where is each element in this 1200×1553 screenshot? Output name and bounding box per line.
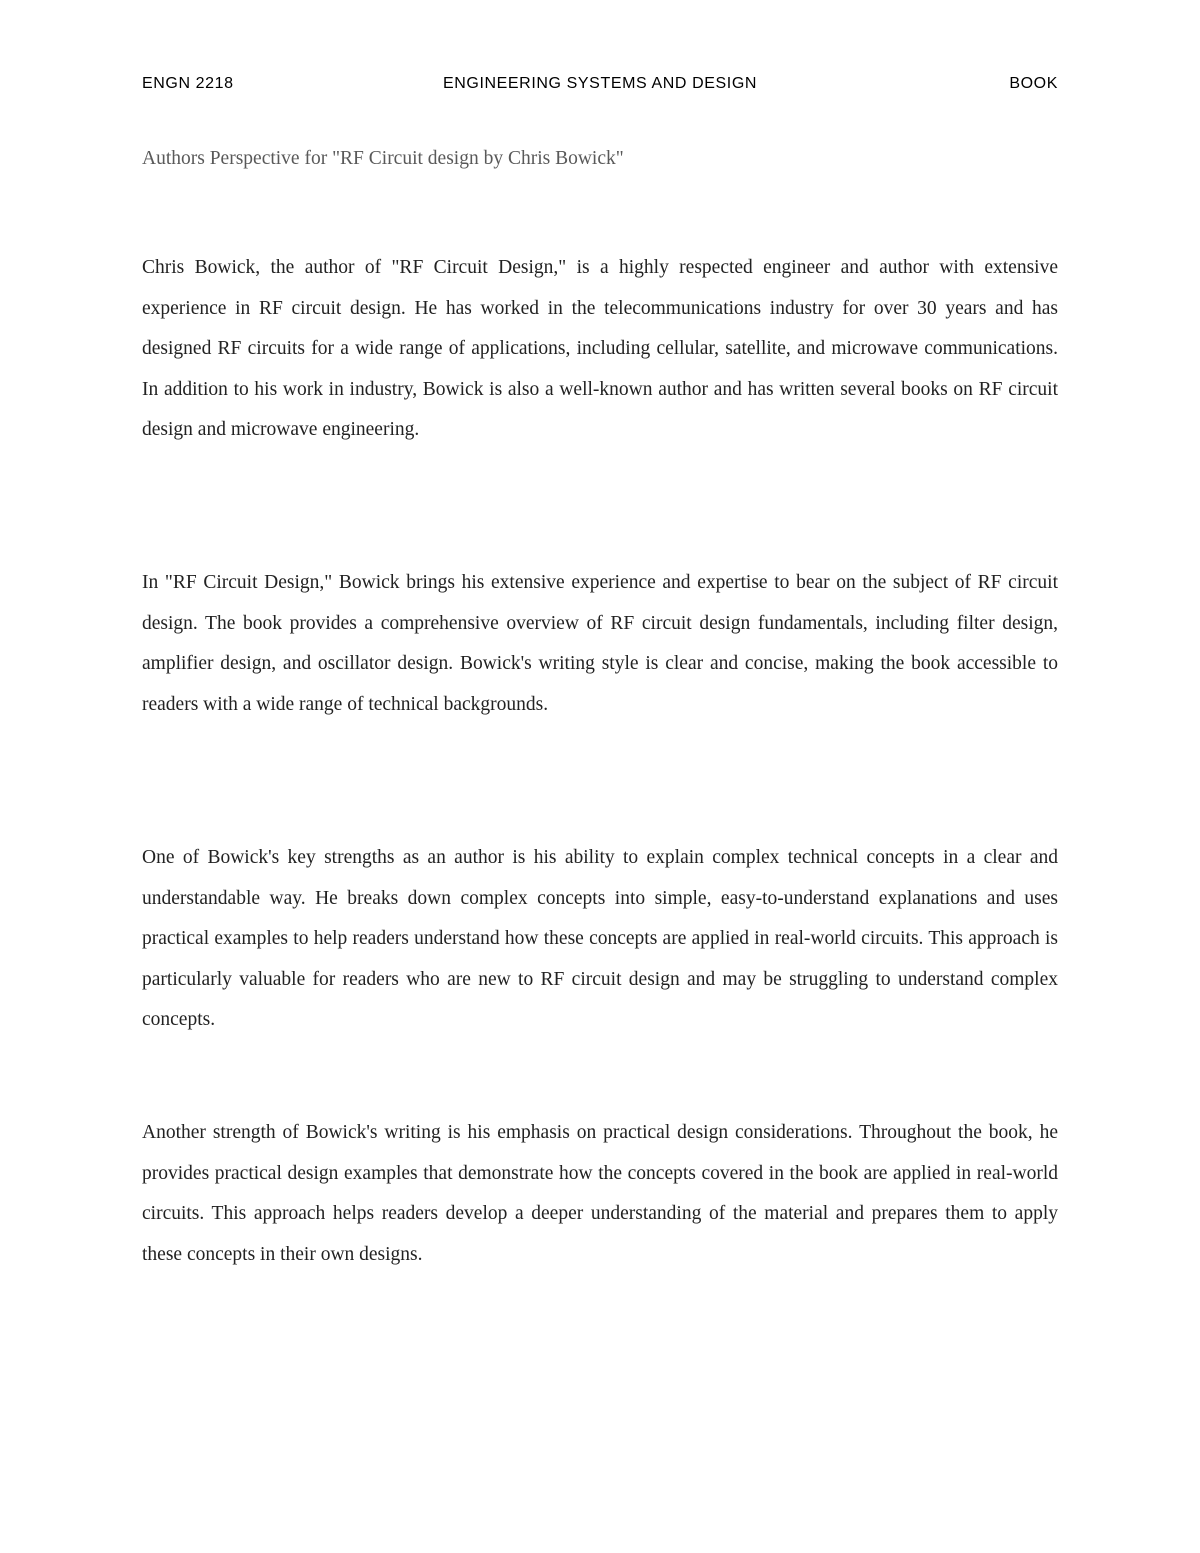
paragraph-practical-design: Another strength of Bowick's writing is his emphasis on practical design considerations. Throughout the book, he provides practical design examples that demonstrate how the concepts covered in the book are applied in real-world circuits. This approach helps readers develop a deeper understanding of the material and prepares them to apply these concepts in their own designs. bbox=[142, 1122, 1058, 1265]
paragraph-key-strengths: One of Bowick's key strengths as an author is his ability to explain complex technical concepts in a clear and understandable way. He breaks down complex concepts into simple, easy-to-understand explanations and uses practical examples to help readers understand how these concepts are applied in real-world circuits. This approach is particularly valuable for readers who are new to RF circuit design and may be struggling to understand complex concepts. bbox=[142, 847, 1058, 1031]
header-course-title: ENGINEERING SYSTEMS AND DESIGN bbox=[442, 75, 758, 92]
page-header bbox=[142, 75, 1058, 97]
document-title: Authors Perspective for "RF Circuit design by Chris Bowick" bbox=[142, 148, 624, 169]
header-label: BOOK bbox=[1009, 75, 1058, 92]
paragraph-book-overview: In "RF Circuit Design," Bowick brings his extensive experience and expertise to bear on the subject of RF circuit design. The book provides a comprehensive overview of RF circuit design fundamentals, including filter design, amplifier design, and oscillator design. Bowick's writing style is clear and concise, making the book accessible to readers with a wide range of technical backgrounds. bbox=[142, 572, 1058, 715]
header-course-code: ENGN 2218 bbox=[142, 75, 234, 92]
paragraph-author-background: Chris Bowick, the author of "RF Circuit Design," is a highly respected engineer and author with extensive experience in RF circuit design. He has worked in the telecommunications industry for over 30 years and has designed RF circuits for a wide range of applications, including cellular, satellite, and microwave communications. In addition to his work in industry, Bowick is also a well-known author and has written several books on RF circuit design and microwave engineering. bbox=[142, 257, 1058, 441]
